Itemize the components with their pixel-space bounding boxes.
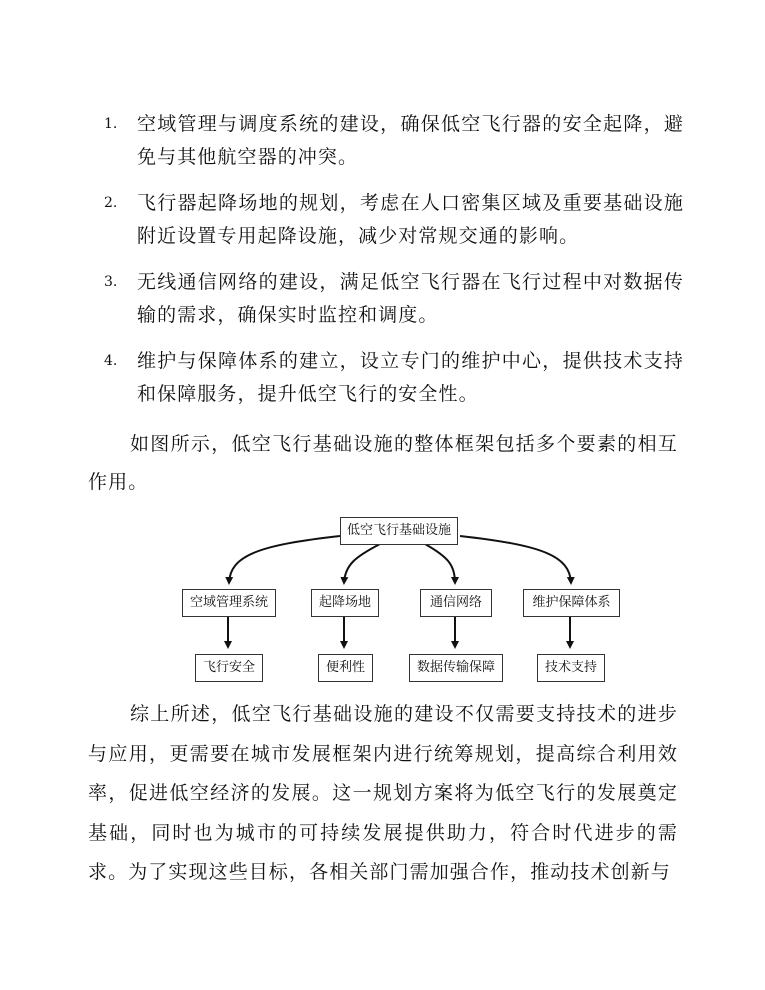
list-text: 空域管理与调度系统的建设，确保低空飞行器的安全起降，避免与其他航空器的冲突。 (137, 113, 684, 168)
intro-paragraph: 如图所示，低空飞行基础设施的整体框架包括多个要素的相互作用。 (88, 433, 678, 493)
diagram-node-convenience: 便利性 (318, 654, 373, 682)
diagram-node-airspace: 空域管理系统 (182, 589, 276, 617)
list-item (104, 266, 684, 332)
diagram-node-comms: 通信网络 (420, 589, 492, 617)
edge-root-to-maintenance (460, 536, 571, 583)
list-text: 维护与保障体系的建立，设立专门的维护中心，提供技术支持和保障服务，提升低空飞行的安全性。 (137, 350, 684, 405)
diagram-node-flight-safety: 飞行安全 (195, 654, 263, 682)
diagram-node-tech-support: 技术支持 (537, 654, 605, 682)
list-item (104, 187, 684, 253)
edge-root-to-airspace (229, 536, 340, 583)
infrastructure-diagram (0, 505, 765, 690)
diagram-node-maintenance: 维护保障体系 (523, 589, 620, 617)
edge-root-to-landing (344, 544, 380, 583)
list-item (104, 108, 684, 174)
summary-paragraph: 综上所述，低空飞行基础设施的建设不仅需要支持技术的进步与应用，更需要在城市发展框架内进行统筹规划，提高综合利用效率，促进低空经济的发展。这一规划方案将为低空飞行的发展奠定基础，同时也为城市的可持续发展提供助力，符合时代进步的需求。为了实现这些目标，各相关部门需加强合作，推动技术创新与 (88, 703, 678, 883)
diagram-root-node: 低空飞行基础设施 (340, 517, 458, 545)
numbered-list (104, 108, 684, 424)
list-item (104, 345, 684, 411)
list-number: 4. (104, 353, 118, 369)
list-number: 2. (104, 195, 118, 211)
list-number: 3. (104, 274, 118, 290)
diagram-node-landing: 起降场地 (311, 589, 379, 617)
edge-root-to-comms (425, 544, 455, 583)
diagram-node-data-transmission: 数据传输保障 (409, 654, 503, 682)
list-text: 飞行器起降场地的规划，考虑在人口密集区域及重要基础设施附近设置专用起降设施，减少对常规交通的影响。 (137, 192, 684, 247)
list-number: 1. (104, 116, 118, 132)
list-text: 无线通信网络的建设，满足低空飞行器在飞行过程中对数据传输的需求，确保实时监控和调度。 (137, 271, 684, 326)
